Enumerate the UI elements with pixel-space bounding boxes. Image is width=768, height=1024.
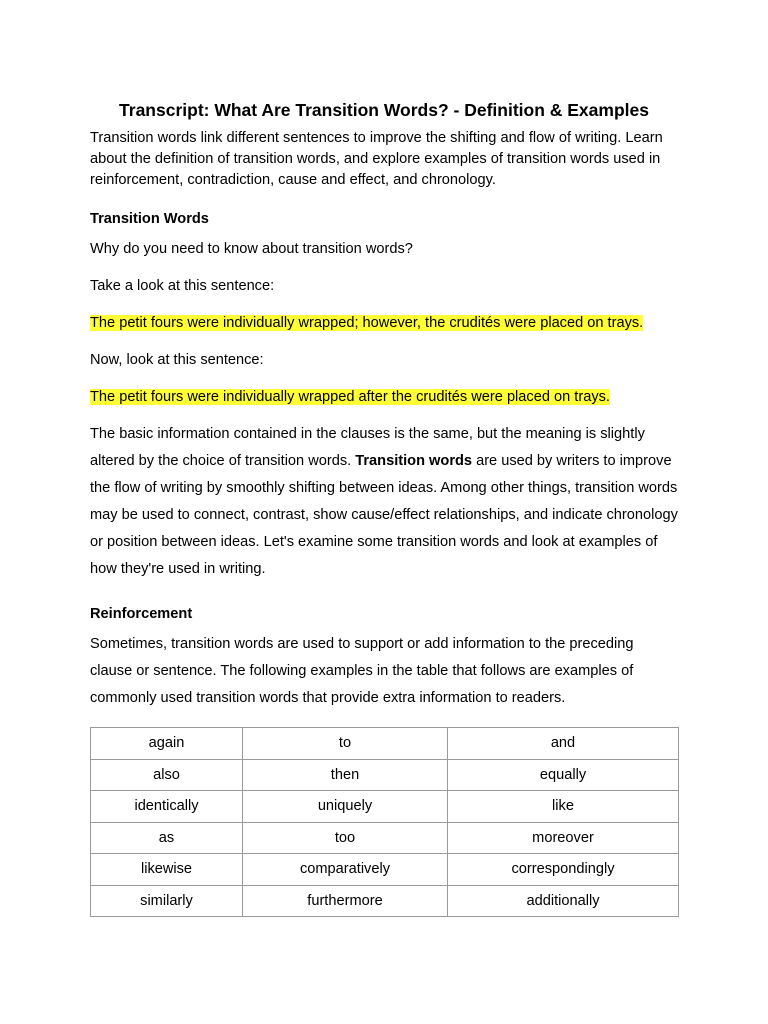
highlighted-example-1: The petit fours were individually wrapped; however, the crudités were placed on trays. bbox=[90, 315, 644, 331]
transition-words-table bbox=[90, 727, 679, 917]
table-cell: too bbox=[243, 822, 448, 854]
table-cell: furthermore bbox=[243, 885, 448, 917]
table-cell: and bbox=[448, 728, 679, 760]
table-cell: uniquely bbox=[243, 791, 448, 823]
example-sentence-2 bbox=[90, 387, 690, 407]
highlighted-example-2: The petit fours were individually wrapped after the crudités were placed on trays. bbox=[90, 389, 610, 405]
table-cell: moreover bbox=[448, 822, 679, 854]
table-cell: similarly bbox=[91, 885, 243, 917]
intro-paragraph: Transition words link different sentences to improve the shifting and flow of writing. Learn about the definition of transition words, and explore examples of transition words used in reinforcement, contradiction, cause and effect, and chronology. bbox=[90, 130, 663, 188]
prompt-paragraph-2: Now, look at this sentence: bbox=[90, 352, 264, 368]
explanation-text-end: are used by writers to improve the flow of writing by smoothly shifting between ideas. Among other things, transition words may be used to connect, contrast, show cause/effect relationships, and indicate chronology or position between ideas. Let's examine some transition words and look at examples of how they're used in writing. bbox=[90, 453, 678, 577]
table-cell: identically bbox=[91, 791, 243, 823]
example-sentence-1 bbox=[90, 313, 690, 333]
table-cell: again bbox=[91, 728, 243, 760]
table-cell: like bbox=[448, 791, 679, 823]
table-cell: then bbox=[243, 759, 448, 791]
explanation-paragraph bbox=[90, 421, 682, 583]
table-cell: additionally bbox=[448, 885, 679, 917]
table-row bbox=[91, 791, 679, 823]
document-title: Transcript: What Are Transition Words? - Definition & Examples bbox=[119, 100, 649, 120]
explanation-text-start: The basic information contained in the clauses is the same, but the meaning is slightly altered by the choice of transition words. bbox=[90, 426, 645, 469]
table-row bbox=[91, 759, 679, 791]
table-cell: equally bbox=[448, 759, 679, 791]
table-cell: comparatively bbox=[243, 854, 448, 886]
table-row bbox=[91, 728, 679, 760]
table-cell: likewise bbox=[91, 854, 243, 886]
section-heading-transition-words: Transition Words bbox=[90, 211, 209, 227]
table-row bbox=[91, 854, 679, 886]
explanation-bold-term: Transition words bbox=[355, 453, 473, 469]
table-cell: correspondingly bbox=[448, 854, 679, 886]
reinforcement-paragraph: Sometimes, transition words are used to support or add information to the preceding clause or sentence. The following examples in the table that follows are examples of commonly used transition words that provide extra information to readers. bbox=[90, 636, 634, 706]
prompt-paragraph-1: Take a look at this sentence: bbox=[90, 278, 275, 294]
table-cell: also bbox=[91, 759, 243, 791]
table-cell: to bbox=[243, 728, 448, 760]
table-row bbox=[91, 885, 679, 917]
table-cell: as bbox=[91, 822, 243, 854]
section-heading-reinforcement: Reinforcement bbox=[90, 606, 193, 622]
question-paragraph: Why do you need to know about transition words? bbox=[90, 241, 413, 257]
table-row bbox=[91, 822, 679, 854]
